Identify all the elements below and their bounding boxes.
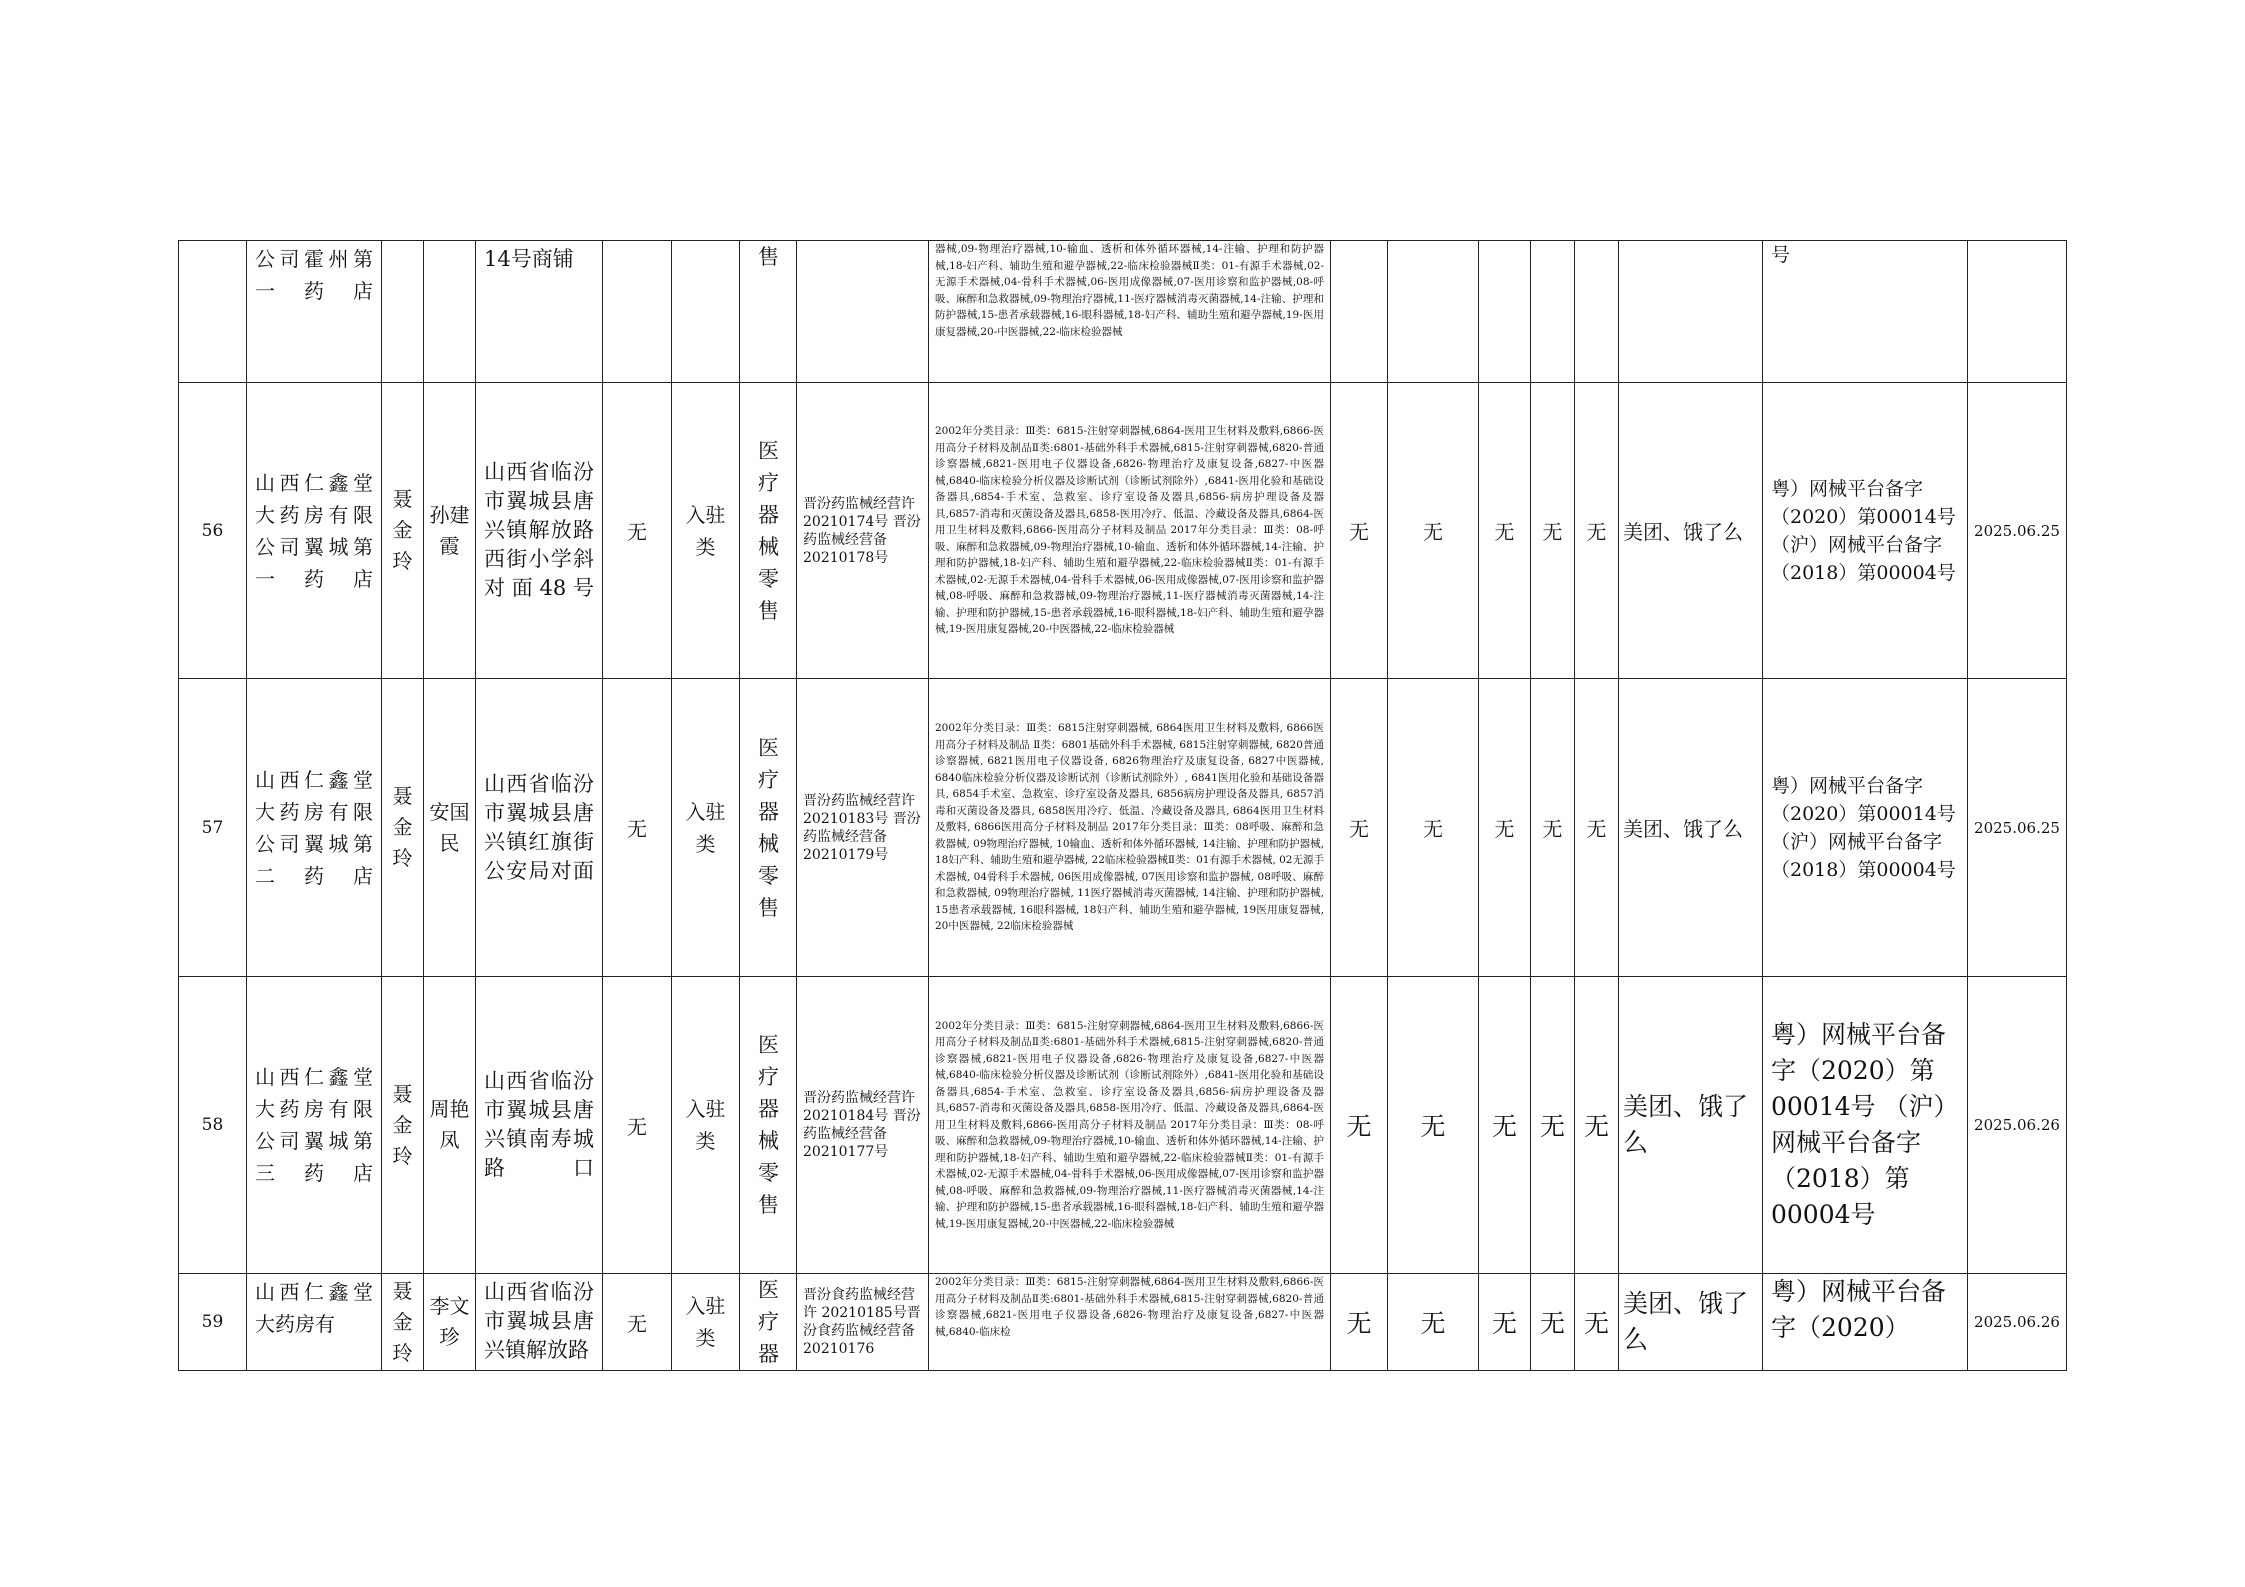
flag-5 [1575,241,1619,383]
legal-representative: 聂金玲 [382,679,424,977]
business-type: 医疗器械零售 [740,977,797,1274]
store-manager: 安国民 [424,679,476,977]
business-address: 山西省临汾市翼城县唐兴镇解放路 [476,1274,603,1371]
flag-3: 无 [1479,1274,1531,1371]
flag-4 [1531,241,1575,383]
business-scope: 2002年分类目录：Ⅲ类：6815-注射穿刺器械,6864-医用卫生材料及敷料,6866-医用高分子材料及制品Ⅱ类:6801-基础外科手术器械,6815-注射穿刺器械,6820-普通诊察器械,6821-医用电子仪器设备,6826-物理治疗及康复设备,6827-中医器械,6840-临床检验分析仪器及诊断试剂（诊断试剂除外）,6841-医用化验和基础设备器具,6854-手术室、急救室、诊疗室设备及器具,6856-病房护理设备及器具,6857-消毒和灭菌设备及器具,6858-医用冷疗、低温、冷藏设备及器具,6864-医用卫生材料及敷料,6866-医用高分子材料及制品 2017年分类目录：Ⅲ类：08-呼吸、麻醉和急救器械,09-物理治疗器械,10-输血、透析和体外循环器械,14-注输、护理和防护器械,18-妇产科、辅助生殖和避孕器械,22-临床检验器械Ⅱ类：01-有源手术器械,02-无源手术器械,04-骨科手术器械,06-医用成像器械,07-医用诊察和监护器械,08-呼吸、麻醉和急救器械,09-物理治疗器械,11-医疗器械消毒灭菌器械,14-注输、护理和防护器械,15-患者承载器械,16-眼科器械,18-妇产科、辅助生殖和避孕器械,19-医用康复器械,20-中医器械,22-临床检验器械 [929,977,1331,1274]
platform-name: 美团、饿了么 [1619,679,1763,977]
record-date: 2025.06.26 [1968,977,2067,1274]
flag-4: 无 [1531,1274,1575,1371]
other-field: 无 [603,679,672,977]
record-date: 2025.06.25 [1968,679,2067,977]
business-type: 医疗器 [740,1274,797,1371]
entry-category: 入驻类 [672,1274,740,1371]
store-manager: 孙建霞 [424,383,476,679]
business-type: 医疗器械零售 [740,383,797,679]
license-number: 晋汾药监械经营许 20210183号 晋汾药监械经营备 20210179号 [797,679,929,977]
flag-5: 无 [1575,679,1619,977]
business-scope: 器械,09-物理治疗器械,10-输血、透析和体外循环器械,14-注输、护理和防护器械,18-妇产科、辅助生殖和避孕器械,22-临床检验器械Ⅱ类：01-有源手术器械,02-无源手术器械,04-骨科手术器械,06-医用成像器械,07-医用诊察和监护器械,08-呼吸、麻醉和急救器械,09-物理治疗器械,11-医疗器械消毒灭菌器械,14-注输、护理和防护器械,15-患者承载器械,16-眼科器械,18-妇产科、辅助生殖和避孕器械,19-医用康复器械,20-中医器械,22-临床检验器械 [929,241,1331,383]
table-row [179,383,2067,679]
record-date: 2025.06.26 [1968,1274,2067,1371]
platform-name [1619,241,1763,383]
flag-3: 无 [1479,679,1531,977]
row-number: 58 [179,977,247,1274]
flag-4: 无 [1531,679,1575,977]
record-date [1968,241,2067,383]
table-row [179,977,2067,1274]
platform-name: 美团、饿了么 [1619,1274,1763,1371]
table-row [179,241,2067,383]
store-manager: 李文珍 [424,1274,476,1371]
flag-1: 无 [1331,383,1388,679]
license-number [797,241,929,383]
platform-record: 粤）网械平台备字（2020）第00014号 （沪）网械平台备字（2018）第00004号 [1763,977,1968,1274]
row-number [179,241,247,383]
flag-2: 无 [1388,1274,1479,1371]
entry-category [672,241,740,383]
legal-representative: 聂金玲 [382,383,424,679]
business-scope: 2002年分类目录：Ⅲ类：6815-注射穿刺器械,6864-医用卫生材料及敷料,6866-医用高分子材料及制品Ⅱ类:6801-基础外科手术器械,6815-注射穿刺器械,6820-普通诊察器械,6821-医用电子仪器设备,6826-物理治疗及康复设备,6827-中医器械,6840-临床检验分析仪器及诊断试剂（诊断试剂除外）,6841-医用化验和基础设备器具,6854-手术室、急救室、诊疗室设备及器具,6856-病房护理设备及器具,6857-消毒和灭菌设备及器具,6858-医用冷疗、低温、冷藏设备及器具,6864-医用卫生材料及敷料,6866-医用高分子材料及制品 2017年分类目录：Ⅲ类：08-呼吸、麻醉和急救器械,09-物理治疗器械,10-输血、透析和体外循环器械,14-注输、护理和防护器械,18-妇产科、辅助生殖和避孕器械,22-临床检验器械Ⅱ类：01-有源手术器械,02-无源手术器械,04-骨科手术器械,06-医用成像器械,07-医用诊察和监护器械,08-呼吸、麻醉和急救器械,09-物理治疗器械,11-医疗器械消毒灭菌器械,14-注输、护理和防护器械,15-患者承载器械,16-眼科器械,18-妇产科、辅助生殖和避孕器械,19-医用康复器械,20-中医器械,22-临床检验器械 [929,383,1331,679]
store-manager: 周艳凤 [424,977,476,1274]
record-date: 2025.06.25 [1968,383,2067,679]
flag-2: 无 [1388,383,1479,679]
flag-4: 无 [1531,383,1575,679]
legal-representative: 聂金玲 [382,977,424,1274]
entry-category: 入驻类 [672,679,740,977]
business-scope: 2002年分类目录：Ⅲ类：6815-注射穿刺器械,6864-医用卫生材料及敷料,6866-医用高分子材料及制品Ⅱ类:6801-基础外科手术器械,6815-注射穿刺器械,6820-普通诊察器械,6821-医用电子仪器设备,6826-物理治疗及康复设备,6827-中医器械,6840-临床检 [929,1274,1331,1371]
flag-5: 无 [1575,977,1619,1274]
flag-5: 无 [1575,383,1619,679]
table-row [179,679,2067,977]
legal-representative [382,241,424,383]
company-name: 山西仁鑫堂大药房有限公司翼城第三药店 [247,977,382,1274]
flag-1: 无 [1331,1274,1388,1371]
other-field: 无 [603,1274,672,1371]
store-record-table [178,240,2067,1371]
entry-category: 入驻类 [672,977,740,1274]
company-name: 山西仁鑫堂大药房有 [247,1274,382,1371]
business-address: 山西省临汾市翼城县唐兴镇红旗街公安局对面 [476,679,603,977]
business-address: 14号商铺 [476,241,603,383]
platform-name: 美团、饿了么 [1619,977,1763,1274]
table-row [179,1274,2067,1371]
platform-record: 粤）网械平台备字（2020）第00014号 （沪）网械平台备字（2018）第00004号 [1763,383,1968,679]
platform-record: 粤）网械平台备字（2020） [1763,1274,1968,1371]
license-number: 晋汾药监械经营许 20210174号 晋汾药监械经营备 20210178号 [797,383,929,679]
company-name: 山西仁鑫堂大药房有限公司翼城第一药店 [247,383,382,679]
flag-1: 无 [1331,977,1388,1274]
license-number: 晋汾药监械经营许 20210184号 晋汾药监械经营备 20210177号 [797,977,929,1274]
row-number: 56 [179,383,247,679]
platform-record: 号 [1763,241,1968,383]
flag-2: 无 [1388,679,1479,977]
store-manager [424,241,476,383]
flag-4: 无 [1531,977,1575,1274]
entry-category: 入驻类 [672,383,740,679]
license-number: 晋汾食药监械经营许 20210185号晋汾食药监械经营备 20210176 [797,1274,929,1371]
flag-1 [1331,241,1388,383]
business-scope: 2002年分类目录：Ⅲ类：6815注射穿刺器械, 6864医用卫生材料及敷料, 6866医用高分子材料及制品 Ⅱ类：6801基础外科手术器械, 6815注射穿刺器械, 6820普通诊察器械, 6821医用电子仪器设备, 6826物理治疗及康复设备, 6827中医器械, 6840临床检验分析仪器及诊断试剂（诊断试剂除外）, 6841医用化验和基础设备器具, 6854手术室、急救室、诊疗室设备及器具, 6856病房护理设备及器具, 6857消毒和灭菌设备及器具, 6858医用冷疗、低温、冷藏设备及器具, 6864医用卫生材料及敷料, 6866医用高分子材料及制品 2017年分类目录：Ⅲ类：08呼吸、麻醉和急救器械, 09物理治疗器械, 10输血、透析和体外循环器械, 14注输、护理和防护器械, 18妇产科、辅助生殖和避孕器械, 22临床检验器械Ⅱ类：01有源手术器械, 02无源手术器械, 04骨科手术器械, 06医用成像器械, 07医用诊察和监护器械, 08呼吸、麻醉和急救器械, 09物理治疗器械, 11医疗器械消毒灭菌器械, 14注输、护理和防护器械, 15患者承载器械, 16眼科器械, 18妇产科、辅助生殖和避孕器械, 19医用康复器械, 20中医器械, 22临床检验器械 [929,679,1331,977]
business-type: 售 [740,241,797,383]
business-address: 山西省临汾市翼城县唐兴镇南寿城路口 [476,977,603,1274]
other-field: 无 [603,977,672,1274]
company-name: 山西仁鑫堂大药房有限公司翼城第二药店 [247,679,382,977]
flag-2: 无 [1388,977,1479,1274]
platform-name: 美团、饿了么 [1619,383,1763,679]
business-type: 医疗器械零售 [740,679,797,977]
business-address: 山西省临汾市翼城县唐兴镇解放路西街小学斜对面48号 [476,383,603,679]
flag-2 [1388,241,1479,383]
other-field [603,241,672,383]
company-name: 公司霍州第一药店 [247,241,382,383]
flag-1: 无 [1331,679,1388,977]
flag-5: 无 [1575,1274,1619,1371]
row-number: 59 [179,1274,247,1371]
row-number: 57 [179,679,247,977]
legal-representative: 聂金玲 [382,1274,424,1371]
flag-3: 无 [1479,383,1531,679]
flag-3: 无 [1479,977,1531,1274]
other-field: 无 [603,383,672,679]
platform-record: 粤）网械平台备字（2020）第00014号 （沪）网械平台备字（2018）第00004号 [1763,679,1968,977]
flag-3 [1479,241,1531,383]
